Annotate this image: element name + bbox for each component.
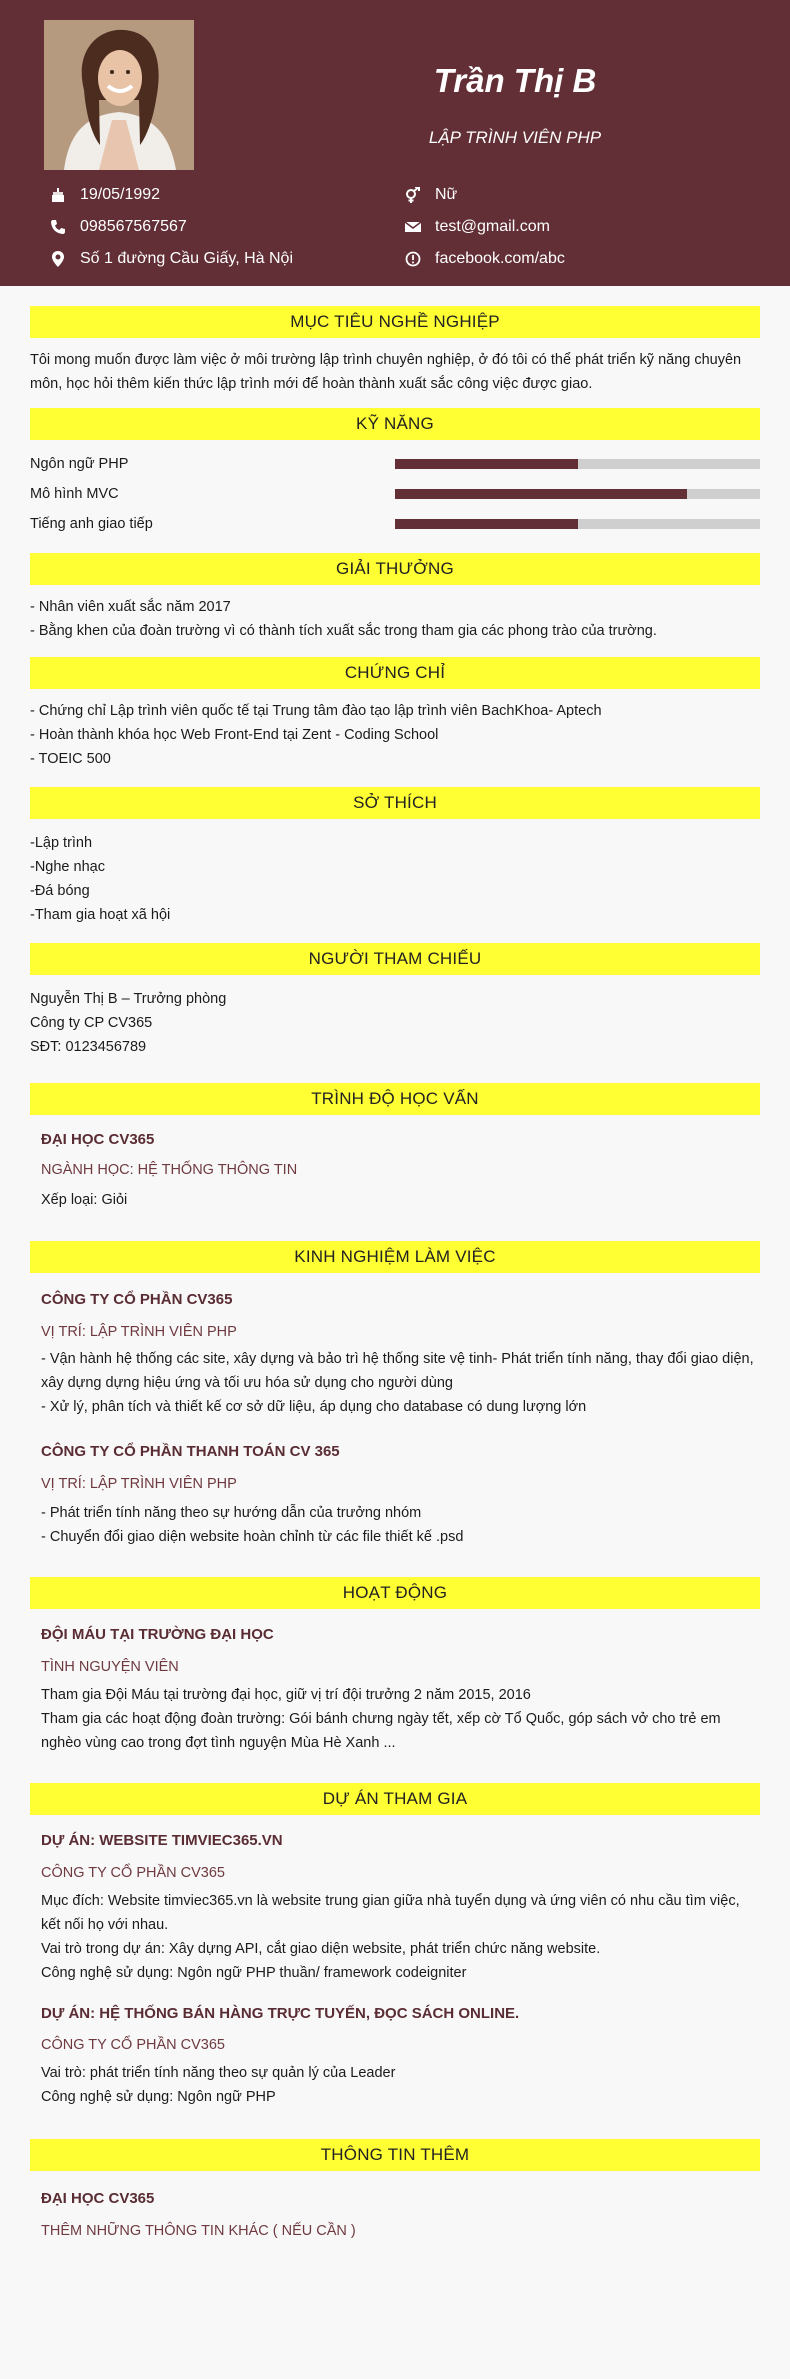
education-grade: Xếp loại: Giỏi — [41, 1192, 128, 1208]
project-line: Công nghệ sử dụng: Ngôn ngữ PHP — [41, 2089, 276, 2105]
project-company: CÔNG TY CỔ PHẦN CV365 — [41, 1865, 225, 1881]
skill-level-fill — [395, 519, 578, 529]
projects-title: DỰ ÁN THAM GIA — [30, 1783, 760, 1815]
education-major: NGÀNH HỌC: HỆ THỐNG THÔNG TIN — [41, 1162, 298, 1178]
cv-body — [0, 306, 790, 2247]
skill-row — [30, 449, 760, 479]
skill-label: Mô hình MVC — [30, 486, 119, 502]
address-row — [50, 250, 293, 268]
project-name: DỰ ÁN: HỆ THỐNG BÁN HÀNG TRỰC TUYẾN, ĐỌC SÁCH ONLINE. — [41, 2005, 520, 2022]
skills-list — [30, 449, 760, 539]
activity-name: ĐỘI MÁU TẠI TRƯỜNG ĐẠI HỌC — [41, 1626, 274, 1643]
info-circle-icon — [405, 251, 421, 267]
activity-entry — [30, 1619, 760, 1755]
skill-row — [30, 509, 760, 539]
activity-line: Tham gia các hoạt động đoàn trường: Gói bánh chưng ngày tết, xếp cờ Tổ Quốc, góp sách vở cho trẻ em nghèo vùng cao trong đợt tình nguyện Mùa Hè Xanh ... — [41, 1711, 721, 1751]
extra-text: THÊM NHỮNG THÔNG TIN KHÁC ( NẾU CẦN ) — [41, 2223, 356, 2239]
certificate-line: - Hoàn thành khóa học Web Front-End tại Zent - Coding School — [30, 727, 439, 743]
job-duty: - Xử lý, phân tích và thiết kế cơ sở dữ liệu, áp dụng cho database có dung lượng lớn — [41, 1399, 587, 1415]
hobby-line: -Tham gia hoạt xã hội — [30, 907, 171, 923]
envelope-icon — [405, 219, 421, 235]
certificates-title: CHỨNG CHỈ — [30, 657, 760, 689]
skill-level-bar — [395, 519, 760, 529]
hobbies-title: SỞ THÍCH — [30, 787, 760, 819]
award-line: - Bằng khen của đoàn trường vì có thành tích xuất sắc trong tham gia các phong trào của trường. — [30, 623, 657, 639]
reference-line: Nguyễn Thị B – Trưởng phòng — [30, 991, 227, 1007]
experience-entry — [30, 1283, 760, 1419]
skill-level-fill — [395, 489, 687, 499]
project-company: CÔNG TY CỔ PHẦN CV365 — [41, 2037, 225, 2053]
skill-level-fill — [395, 459, 578, 469]
extra-heading: ĐẠI HỌC CV365 — [41, 2190, 155, 2207]
skills-title: KỸ NĂNG — [30, 408, 760, 440]
education-school: ĐẠI HỌC CV365 — [41, 1131, 155, 1148]
extra-title: THÔNG TIN THÊM — [30, 2139, 760, 2171]
phone-value: 098567567567 — [80, 218, 187, 235]
skill-label: Tiếng anh giao tiếp — [30, 516, 153, 532]
map-pin-icon — [50, 251, 66, 267]
phone-row — [50, 218, 187, 236]
address-value: Số 1 đường Cầu Giấy, Hà Nội — [80, 250, 294, 267]
phone-icon — [50, 219, 66, 235]
hobby-line: -Đá bóng — [30, 883, 90, 899]
facebook-row — [405, 250, 565, 268]
awards-title: GIẢI THƯỞNG — [30, 553, 760, 585]
job-company: CÔNG TY CỔ PHẦN CV365 — [41, 1291, 233, 1308]
experience-title: KINH NGHIỆM LÀM VIỆC — [30, 1241, 760, 1273]
skill-level-bar — [395, 489, 760, 499]
extra-entry — [30, 2183, 760, 2247]
gender-icon — [405, 187, 421, 203]
objective-text: Tôi mong muốn được làm việc ở môi trường lập trình chuyên nghiệp, ở đó tôi có thể phát triển kỹ năng chuyên môn, học hỏi thêm kiến thức lập trình mới để hoàn thành xuất sắc công việc được giao. — [30, 352, 742, 392]
objective-title: MỤC TIÊU NGHỀ NGHIỆP — [30, 306, 760, 338]
project-entry — [30, 1999, 760, 2109]
job-position: VỊ TRÍ: LẬP TRÌNH VIÊN PHP — [41, 1476, 237, 1492]
candidate-role: LẬP TRÌNH VIÊN PHP — [428, 128, 602, 147]
birthday-value: 19/05/1992 — [80, 186, 161, 203]
awards-list — [30, 595, 760, 643]
hobby-line: -Lập trình — [30, 835, 93, 851]
email-value[interactable]: test@gmail.com — [435, 218, 550, 235]
gender-value: Nữ — [435, 186, 458, 203]
job-duty: - Phát triển tính năng theo sự hướng dẫn của trưởng nhóm — [41, 1505, 422, 1521]
job-duty: - Vận hành hệ thống các site, xây dựng và bảo trì hệ thống site vệ tinh- Phát triển tính năng, thay đổi giao diện, xây dựng dựng hiệu ứng và tối ưu hóa sử dụng cho người dùng — [41, 1351, 754, 1391]
gender-row — [405, 186, 457, 204]
cake-icon — [50, 187, 66, 203]
certificate-line: - TOEIC 500 — [30, 751, 111, 767]
activity-line: Tham gia Đội Máu tại trường đại học, giữ vị trí đội trưởng 2 năm 2015, 2016 — [41, 1687, 531, 1703]
candidate-name: Trần Thị B — [433, 62, 597, 99]
reference-line: Công ty CP CV365 — [30, 1015, 153, 1031]
job-duty: - Chuyển đổi giao diện website hoàn chỉnh từ các file thiết kế .psd — [41, 1529, 464, 1545]
cv-header — [0, 0, 790, 286]
award-line: - Nhân viên xuất sắc năm 2017 — [30, 599, 231, 615]
hobby-line: -Nghe nhạc — [30, 859, 105, 875]
email-row — [405, 218, 550, 236]
project-line: Vai trò trong dự án: Xây dựng API, cắt giao diện website, phát triển chức năng website. — [41, 1941, 601, 1957]
avatar — [44, 20, 194, 170]
references-list — [30, 987, 760, 1059]
project-line: Mục đích: Website timviec365.vn là website trung gian giữa nhà tuyển dụng và ứng viên có nhu cầu tìm việc, kết nối họ với nhau. — [41, 1893, 740, 1933]
job-position: VỊ TRÍ: LẬP TRÌNH VIÊN PHP — [41, 1324, 237, 1340]
activity-role: TÌNH NGUYỆN VIÊN — [41, 1659, 179, 1675]
birthday-row — [50, 186, 160, 204]
certificate-line: - Chứng chỉ Lập trình viên quốc tế tại Trung tâm đào tạo lập trình viên BachKhoa- Aptech — [30, 703, 602, 719]
project-entry — [30, 1825, 760, 1985]
certificates-list — [30, 699, 760, 771]
project-name: DỰ ÁN: WEBSITE TIMVIEC365.VN — [41, 1832, 283, 1849]
skill-label: Ngôn ngữ PHP — [30, 456, 129, 472]
skill-row — [30, 479, 760, 509]
hobbies-list — [30, 831, 760, 927]
education-entry — [30, 1125, 760, 1215]
job-company: CÔNG TY CỔ PHẦN THANH TOÁN CV 365 — [41, 1443, 340, 1460]
references-title: NGƯỜI THAM CHIẾU — [30, 943, 760, 975]
experience-entry — [30, 1437, 760, 1549]
skill-level-bar — [395, 459, 760, 469]
project-line: Vai trò: phát triển tính năng theo sự quản lý của Leader — [41, 2065, 396, 2081]
activities-title: HOẠT ĐỘNG — [30, 1577, 760, 1609]
project-line: Công nghệ sử dụng: Ngôn ngữ PHP thuần/ framework codeigniter — [41, 1965, 467, 1981]
reference-line: SĐT: 0123456789 — [30, 1039, 147, 1055]
facebook-value[interactable]: facebook.com/abc — [435, 250, 565, 267]
education-title: TRÌNH ĐỘ HỌC VẤN — [30, 1083, 760, 1115]
